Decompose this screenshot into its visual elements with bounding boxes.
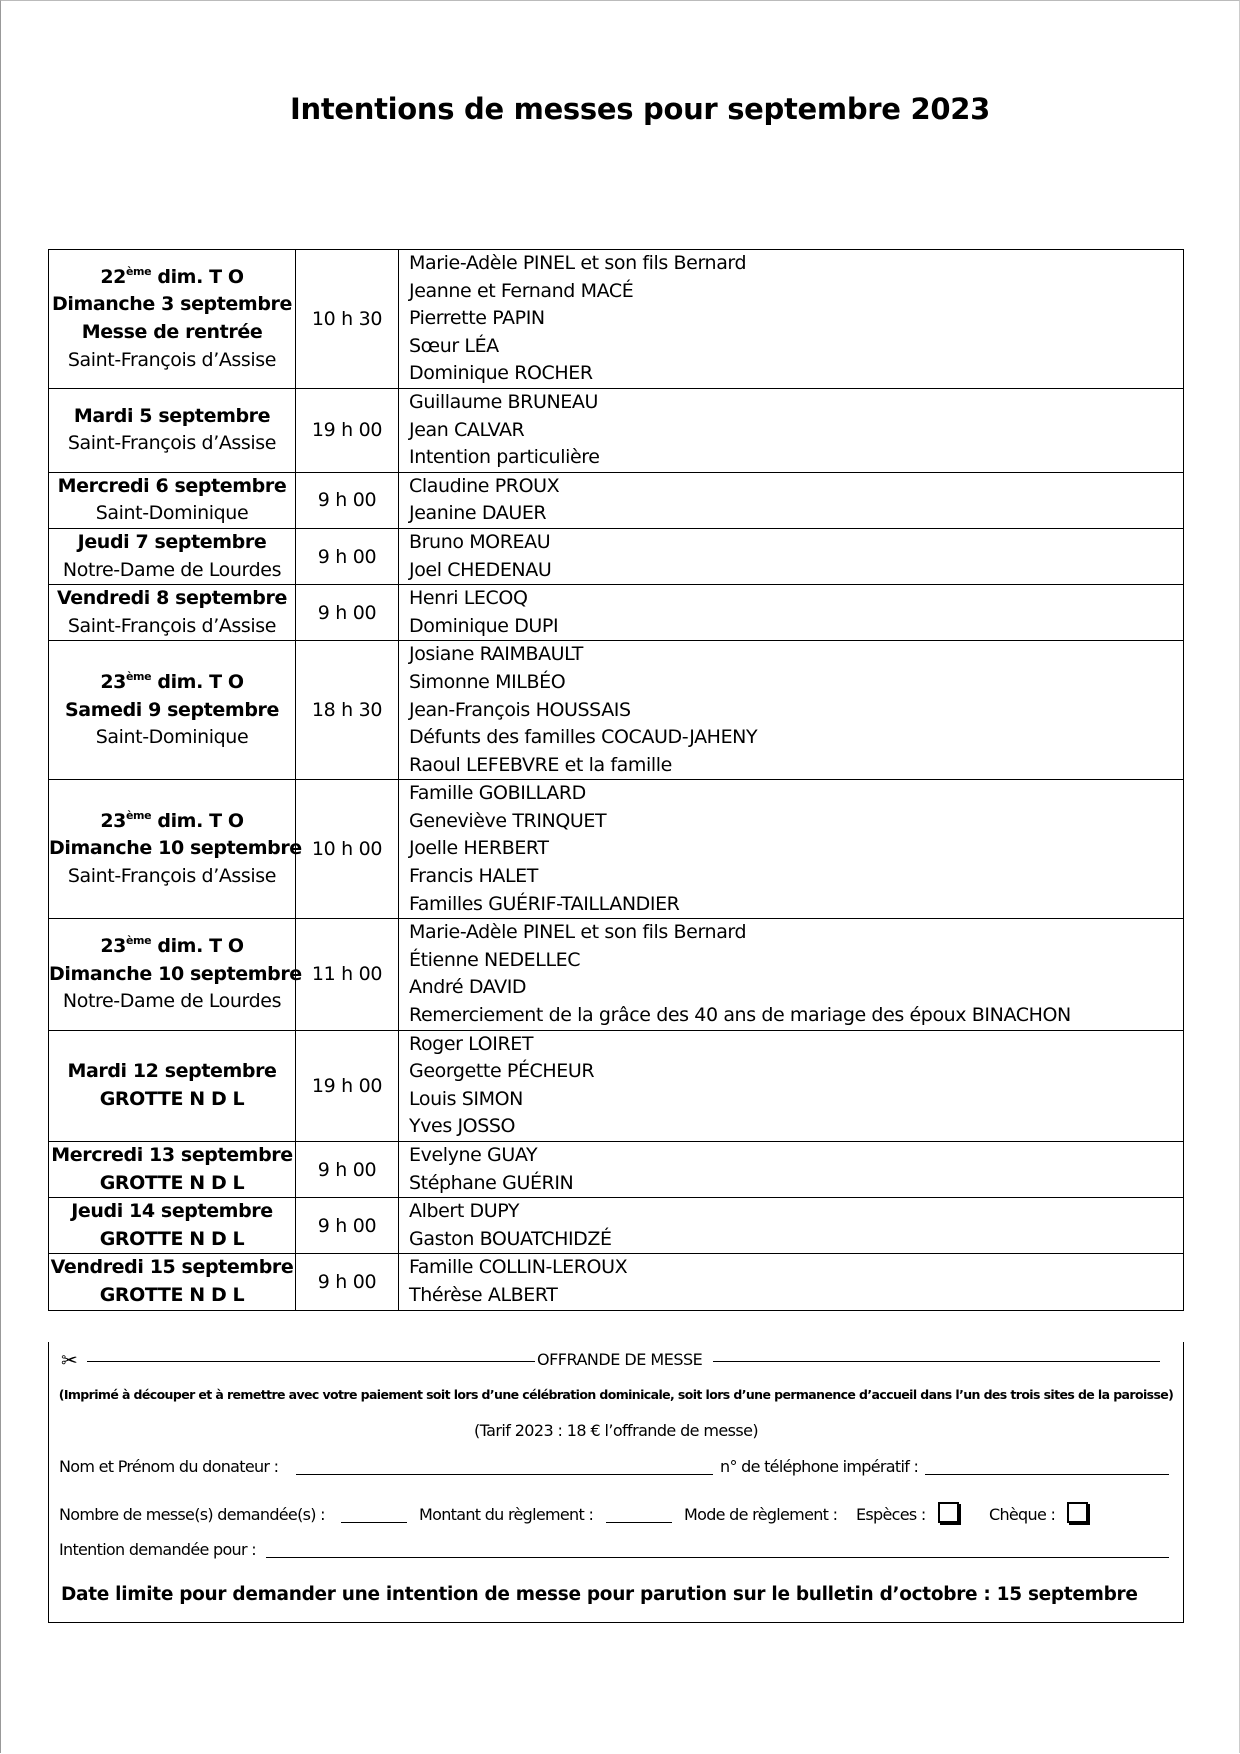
intention-name: Henri LECOQ [409, 587, 528, 610]
intention-name: Thérèse ALBERT [409, 1283, 558, 1306]
day-location-cell [49, 1254, 296, 1310]
intention-name: Joelle HERBERT [409, 837, 549, 860]
mass-time: 9 h 00 [296, 585, 399, 641]
intention-name: Jean CALVAR [409, 418, 525, 441]
mass-date: Samedi 9 septembre [65, 698, 279, 721]
intention-name: Dominique ROCHER [409, 362, 593, 385]
mass-time: 9 h 00 [296, 1198, 399, 1254]
intention-name: Famille COLLIN-LEROUX [409, 1256, 628, 1279]
schedule-row [49, 919, 1184, 1030]
day-location-cell [49, 1198, 296, 1254]
intention-name: Stéphane GUÉRIN [409, 1171, 574, 1194]
mass-location: GROTTE N D L [99, 1171, 245, 1194]
mass-location: Saint-Dominique [95, 726, 249, 749]
mass-location: Saint-François d’Assise [67, 432, 277, 455]
day-location-cell [49, 388, 296, 472]
mass-date: Mercredi 13 septembre [51, 1144, 293, 1166]
mass-time: 10 h 30 [296, 250, 399, 389]
intention-name: Roger LOIRET [409, 1032, 534, 1055]
intention-name: Famille GOBILLARD [409, 782, 586, 805]
liturgical-sunday-label: 22ème dim. T O [100, 264, 244, 288]
intention-name: Pierrette PAPIN [409, 307, 545, 330]
schedule-row [49, 1254, 1184, 1310]
mass-location: Saint-François d’Assise [67, 865, 277, 888]
mass-date: Jeudi 14 septembre [71, 1200, 273, 1223]
mass-time: 9 h 00 [296, 472, 399, 528]
mass-location: Saint-François d’Assise [67, 348, 277, 371]
mass-time: 9 h 00 [296, 528, 399, 584]
intentions-cell [399, 388, 1184, 472]
intentions-cell [399, 1254, 1184, 1310]
cut-title: OFFRANDE DE MESSE [537, 1350, 703, 1369]
mass-location: Saint-François d’Assise [67, 614, 277, 637]
intention-name: Sœur LÉA [409, 334, 499, 357]
cut-line [61, 1350, 1171, 1374]
intention-name: Yves JOSSO [409, 1115, 516, 1138]
day-location-cell [49, 1030, 296, 1141]
donor-label: Nom et Prénom du donateur : [59, 1457, 279, 1476]
schedule-row [49, 388, 1184, 472]
mass-count-field[interactable] [341, 1522, 407, 1523]
intention-name: Marie-Adèle PINEL et son fils Bernard [409, 252, 747, 274]
intentions-cell [399, 1142, 1184, 1198]
mass-location: GROTTE N D L [99, 1227, 245, 1250]
intention-name: Geneviève TRINQUET [409, 809, 607, 832]
day-location-cell [49, 780, 302, 919]
intention-name: Familles GUÉRIF-TAILLANDIER [409, 892, 680, 915]
mass-time: 9 h 00 [296, 1142, 399, 1198]
mass-date: Dimanche 3 septembre [52, 293, 292, 316]
schedule-row [49, 1198, 1184, 1254]
mass-time: 9 h 00 [296, 1254, 399, 1310]
schedule-row [49, 1142, 1184, 1198]
donor-name-field[interactable] [296, 1474, 713, 1475]
intention-name: Défunts des familles COCAUD-JAHENY [409, 726, 758, 749]
intention-label: Intention demandée pour : [59, 1540, 256, 1559]
amount-field[interactable] [606, 1522, 672, 1523]
intentions-cell [399, 641, 1184, 780]
mass-time: 11 h 00 [296, 919, 399, 1030]
schedule-row [49, 585, 1184, 641]
scissors-icon: ✂ [61, 1348, 78, 1372]
day-location-cell [49, 585, 296, 641]
cut-rule-right [713, 1361, 1160, 1362]
mass-time: 10 h 00 [296, 780, 399, 919]
intentions-cell [399, 780, 1184, 919]
intention-name: Josiane RAIMBAULT [409, 643, 583, 666]
mass-date: Mardi 12 septembre [67, 1060, 277, 1083]
intentions-cell [399, 250, 1184, 389]
intentions-cell [399, 472, 1184, 528]
liturgical-sunday-label: 23ème dim. T O [100, 934, 244, 958]
mass-time: 18 h 30 [296, 641, 399, 780]
intention-name: Marie-Adèle PINEL et son fils Bernard [409, 921, 747, 944]
intentions-cell [399, 585, 1184, 641]
mass-date: Mercredi 6 septembre [57, 474, 287, 497]
intention-name: Dominique DUPI [409, 614, 559, 637]
intention-name: Francis HALET [409, 865, 538, 888]
liturgical-sunday-label: 23ème dim. T O [100, 669, 244, 693]
day-location-cell [49, 528, 296, 584]
mass-date: Vendredi 15 septembre [50, 1256, 294, 1279]
mass-date: Mardi 5 septembre [73, 404, 271, 427]
mass-location: Saint-Dominique [95, 502, 249, 525]
intention-name: Guillaume BRUNEAU [409, 390, 598, 413]
intention-name: Jeanine DAUER [409, 502, 547, 525]
schedule-row [49, 528, 1184, 584]
mass-time: 19 h 00 [296, 1030, 399, 1141]
schedule-row [49, 780, 1184, 919]
phone-field[interactable] [925, 1474, 1169, 1475]
mass-note: Messe de rentrée [81, 320, 263, 343]
intention-name: Bruno MOREAU [409, 530, 551, 553]
cut-rule-left [87, 1361, 535, 1362]
mass-count-label: Nombre de messe(s) demandée(s) : [59, 1505, 325, 1524]
mass-date: Vendredi 8 septembre [57, 587, 287, 610]
intentions-cell [399, 1198, 1184, 1254]
mass-date: Dimanche 10 septembre [49, 962, 302, 985]
intention-name: Albert DUPY [409, 1200, 520, 1223]
intention-name: Louis SIMON [409, 1087, 523, 1110]
intentions-cell [399, 919, 1184, 1030]
intention-field[interactable] [266, 1557, 1169, 1558]
day-location-cell [49, 919, 302, 1030]
intention-name: André DAVID [409, 976, 527, 999]
intention-name: Étienne NEDELLEC [409, 948, 581, 971]
mass-date: Jeudi 7 septembre [77, 530, 267, 553]
schedule-row [49, 472, 1184, 528]
intention-name: Remerciement de la grâce des 40 ans de mariage des époux BINACHON [409, 1004, 1071, 1027]
mass-time: 19 h 00 [296, 388, 399, 472]
mass-date: Dimanche 10 septembre [49, 837, 302, 860]
day-location-cell [49, 1142, 296, 1198]
intention-name: Georgette PÉCHEUR [409, 1060, 595, 1083]
day-location-cell [49, 472, 296, 528]
intention-name: Intention particulière [409, 446, 600, 469]
intention-name: Simonne MILBÉO [409, 670, 566, 693]
mass-location: GROTTE N D L [99, 1283, 245, 1306]
intention-name: Jean-François HOUSSAIS [409, 698, 631, 721]
schedule-row [49, 641, 1184, 780]
phone-label: n° de téléphone impératif : [720, 1457, 919, 1476]
intention-name: Joel CHEDENAU [409, 558, 552, 581]
cash-label: Espèces : [856, 1505, 926, 1524]
day-location-cell [49, 250, 296, 389]
intention-name: Jeanne et Fernand MACÉ [409, 279, 634, 302]
day-location-cell [49, 641, 296, 780]
intention-name: Gaston BOUATCHIDZÉ [409, 1227, 612, 1250]
deadline-notice: Date limite pour demander une intention de messe pour parution sur le bulletin d’octobre : 15 septembre [61, 1584, 1138, 1605]
mass-location: Notre-Dame de Lourdes [62, 990, 282, 1013]
schedule-row [49, 250, 1184, 389]
check-checkbox[interactable] [1067, 1502, 1088, 1523]
liturgical-sunday-label: 23ème dim. T O [100, 808, 244, 832]
form-note: (Imprimé à découper et à remettre avec votre paiement soit lors d’une célébration dominicale, soit lors d’une permanence d’accueil dans l’un des trois sites de la paroisse) [58, 1387, 1174, 1402]
schedule-row [49, 1030, 1184, 1141]
intentions-cell [399, 1030, 1184, 1141]
intention-name: Evelyne GUAY [409, 1144, 538, 1166]
mass-offering-form [48, 1342, 1184, 1623]
cash-checkbox[interactable] [938, 1502, 959, 1523]
mass-schedule-table [48, 249, 1184, 1311]
form-tarif: (Tarif 2023 : 18 € l’offrande de messe) [474, 1421, 758, 1440]
check-label: Chèque : [989, 1505, 1056, 1524]
intention-name: Claudine PROUX [409, 474, 560, 497]
mass-location: Notre-Dame de Lourdes [62, 558, 282, 581]
payment-mode-label: Mode de règlement : [684, 1505, 838, 1524]
intentions-cell [399, 528, 1184, 584]
amount-label: Montant du règlement : [419, 1505, 594, 1524]
mass-location: GROTTE N D L [99, 1087, 245, 1110]
page-title: Intentions de messes pour septembre 2023 [289, 92, 990, 126]
intention-name: Raoul LEFEBVRE et la famille [409, 753, 672, 776]
